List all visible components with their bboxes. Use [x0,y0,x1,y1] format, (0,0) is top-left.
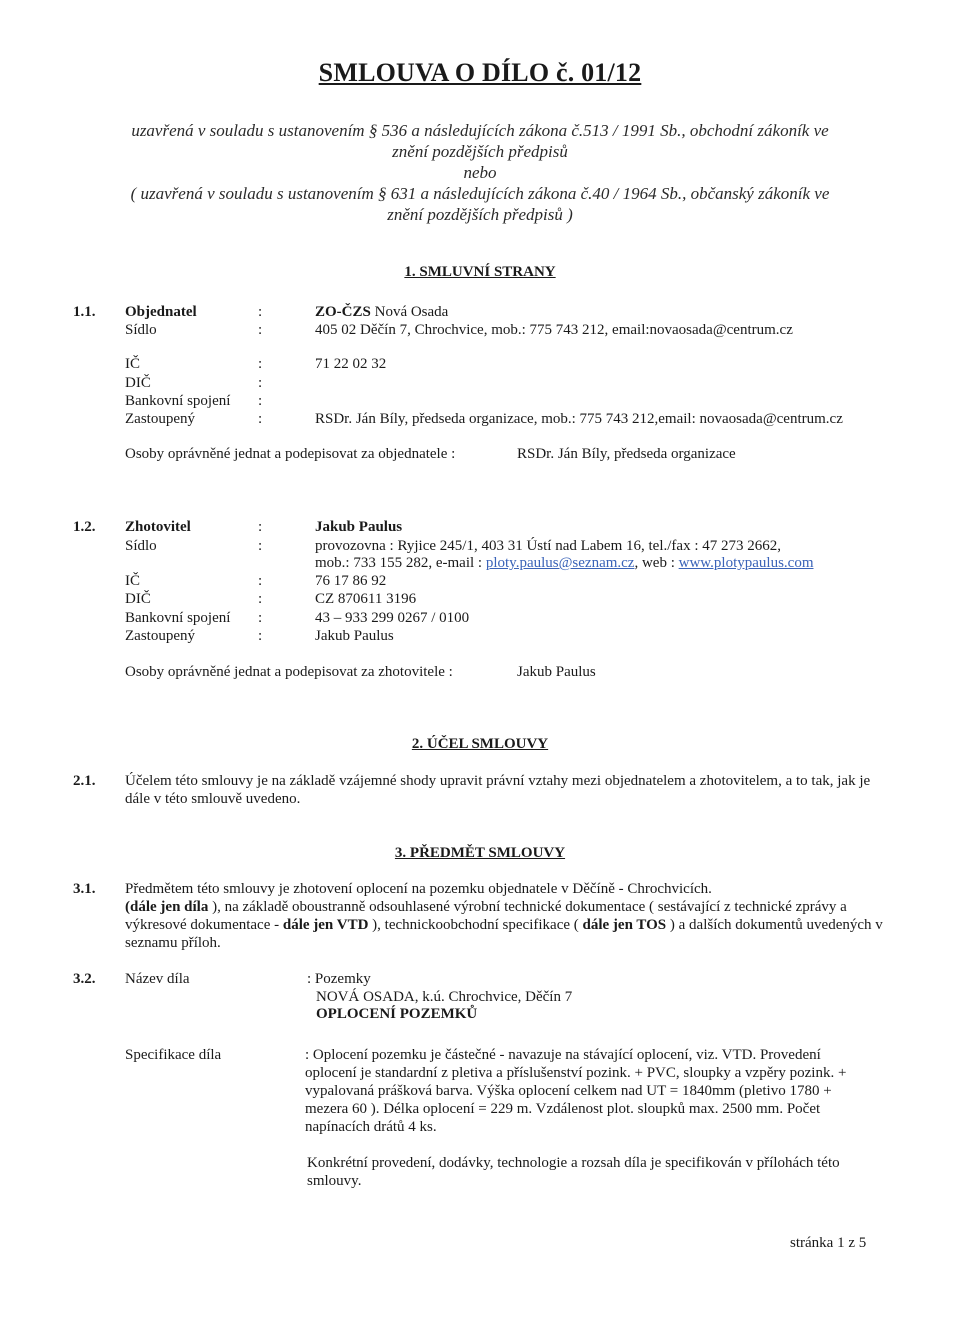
colon: : [258,628,263,644]
osoby-opravnene-value: Jakub Paulus [517,664,596,680]
document-title: SMLOUVA O DÍLO č. 01/12 [318,58,642,87]
zhotovitel-zastoupeny: Jakub Paulus [315,628,394,644]
clause-number: 2.1. [73,773,96,789]
objednatel-name: ZO-ČZS Nová Osada [315,304,449,320]
predmet-t3: ), technickoobchodní specifikace ( [368,917,583,933]
field-label-zastoupeny: Zastoupený [125,628,195,644]
field-label-dic: DIČ [125,591,151,607]
colon: : [258,322,263,338]
nazev-dila-line1: : Pozemky [307,971,371,987]
field-label-zhotovitel: Zhotovitel [125,519,191,535]
email-link[interactable]: ploty.paulus@seznam.cz [485,555,635,571]
predmet-b1: (dále jen díla [125,899,209,915]
nazev-dila-line2: NOVÁ OSADA, k.ú. Chrochvice, Děčín 7 [316,989,573,1005]
field-label-ic: IČ [125,356,140,372]
predmet-text [125,880,885,952]
field-label-sidlo: Sídlo [125,322,157,338]
field-label-bankovni-spojeni: Bankovní spojení [125,610,231,626]
field-label-objednatel: Objednatel [125,304,197,320]
zhotovitel-sidlo-line2 [315,554,814,572]
predmet-t4: ) a dalších dokumentů uvedených v seznamu příloh. [125,917,883,951]
colon: : [258,591,263,607]
objednatel-zastoupeny: RSDr. Ján Bíly, předseda organizace, mob.: 775 743 212,email: novaosada@centrum.cz [315,411,843,427]
intro-line: znění pozdějších předpisů ) [387,205,573,224]
intro-line: uzavřená v souladu s ustanovením § 536 a následujících zákona č.513 / 1991 Sb., obchodní zákoník ve [131,121,829,140]
section-heading-predmet-smlouvy: 3. PŘEDMĚT SMLOUVY [394,845,566,861]
colon: : [258,411,263,427]
colon: : [258,519,263,535]
intro-line: nebo [463,163,497,182]
zhotovitel-sidlo-line1: provozovna : Ryjice 245/1, 403 31 Ústí nad Labem 16, tel./fax : 47 273 2662, [315,538,781,554]
section-heading-smluvni-strany: 1. SMLUVNÍ STRANY [404,264,556,280]
predmet-t2: ), na základě oboustranně odsouhlasené výrobní technické dokumentace ( sestávající z technické zprávy a výkresové dokumentace - [125,899,847,933]
objednatel-rest: Nová Osada [374,304,449,320]
colon: : [258,375,263,391]
colon: : [258,610,263,626]
objednatel-sidlo: 405 02 Děčín 7, Chrochvice, mob.: 775 743 212, email:novaosada@centrum.cz [315,322,793,338]
intro-text [70,120,890,225]
nazev-dila-line3: OPLOCENÍ POZEMKŮ [316,1006,478,1022]
osoby-opravnene-label: Osoby oprávněné jednat a podepisovat za objednatele : [125,446,456,462]
osoby-opravnene-value: RSDr. Ján Bíly, předseda organizace [517,446,736,462]
osoby-opravnene-label: Osoby oprávněné jednat a podepisovat za zhotovitele : [125,664,453,680]
field-label-ic: IČ [125,573,140,589]
clause-number: 1.2. [73,519,96,535]
specifikace-text: : Oplocení pozemku je částečné - navazuje na stávající oplocení, viz. VTD. Provedení oplocení je standardní z pletiva a příslušenství pozink. + PVC, sloupky a vzpěry pozink. + vypalovaná prášková barva. Výška oplocení celkem nad UT = 1840mm (pletivo 1780 + mezera 60 ). Délka oplocení = 229 m. Vzdálenost plot. sloupků max. 2500 mm. Počet napínacích drátů 4 ks. [305,1047,847,1135]
zhotovitel-ic: 76 17 86 92 [315,573,387,589]
clause-number: 3.1. [73,881,96,897]
web-link[interactable]: www.plotypaulus.com [678,555,814,571]
intro-line: znění pozdějších předpisů [392,142,568,161]
predmet-b2: dále jen VTD [282,917,369,933]
field-label-specifikace-dila: Specifikace díla [125,1047,222,1063]
ucel-text: Účelem této smlouvy je na základě vzájemné shody upravit právní vztahy mezi objednatelem a zhotovitelem, a to tak, jak je dále v této smlouvě uvedeno. [125,773,871,807]
colon: : [258,538,263,554]
field-label-sidlo: Sídlo [125,538,157,554]
zhotovitel-dic: CZ 870611 3196 [315,591,417,607]
colon: : [258,356,263,372]
field-label-nazev-dila: Název díla [125,971,190,987]
colon: : [258,304,263,320]
objednatel-ic: 71 22 02 32 [315,356,387,372]
mob-text: mob.: 733 155 282, e-mail : [315,555,486,571]
section-heading-ucel-smlouvy: 2. ÚČEL SMLOUVY [411,736,549,752]
clause-number: 3.2. [73,971,96,987]
zhotovitel-name: Jakub Paulus [315,519,403,535]
field-label-dic: DIČ [125,375,151,391]
page-number: stránka 1 z 5 [790,1235,867,1251]
field-label-bankovni-spojeni: Bankovní spojení [125,393,231,409]
zhotovitel-bank: 43 – 933 299 0267 / 0100 [315,610,470,626]
specifikace-text-2: Konkrétní provedení, dodávky, technologie a rozsah díla je specifikován v přílohách této smlouvy. [307,1155,840,1189]
predmet-b3: dále jen TOS [582,917,667,933]
colon: : [258,573,263,589]
web-prefix: , web : [634,555,679,571]
intro-line: ( uzavřená v souladu s ustanovením § 631 a následujících zákona č.40 / 1964 Sb., občanský zákoník ve [130,184,830,203]
field-label-zastoupeny: Zastoupený [125,411,195,427]
predmet-t1: Předmětem této smlouvy je zhotovení oplocení na pozemku objednatele v Děčíně - Chrochvicích. [125,881,712,897]
colon: : [258,393,263,409]
clause-number: 1.1. [73,304,96,320]
